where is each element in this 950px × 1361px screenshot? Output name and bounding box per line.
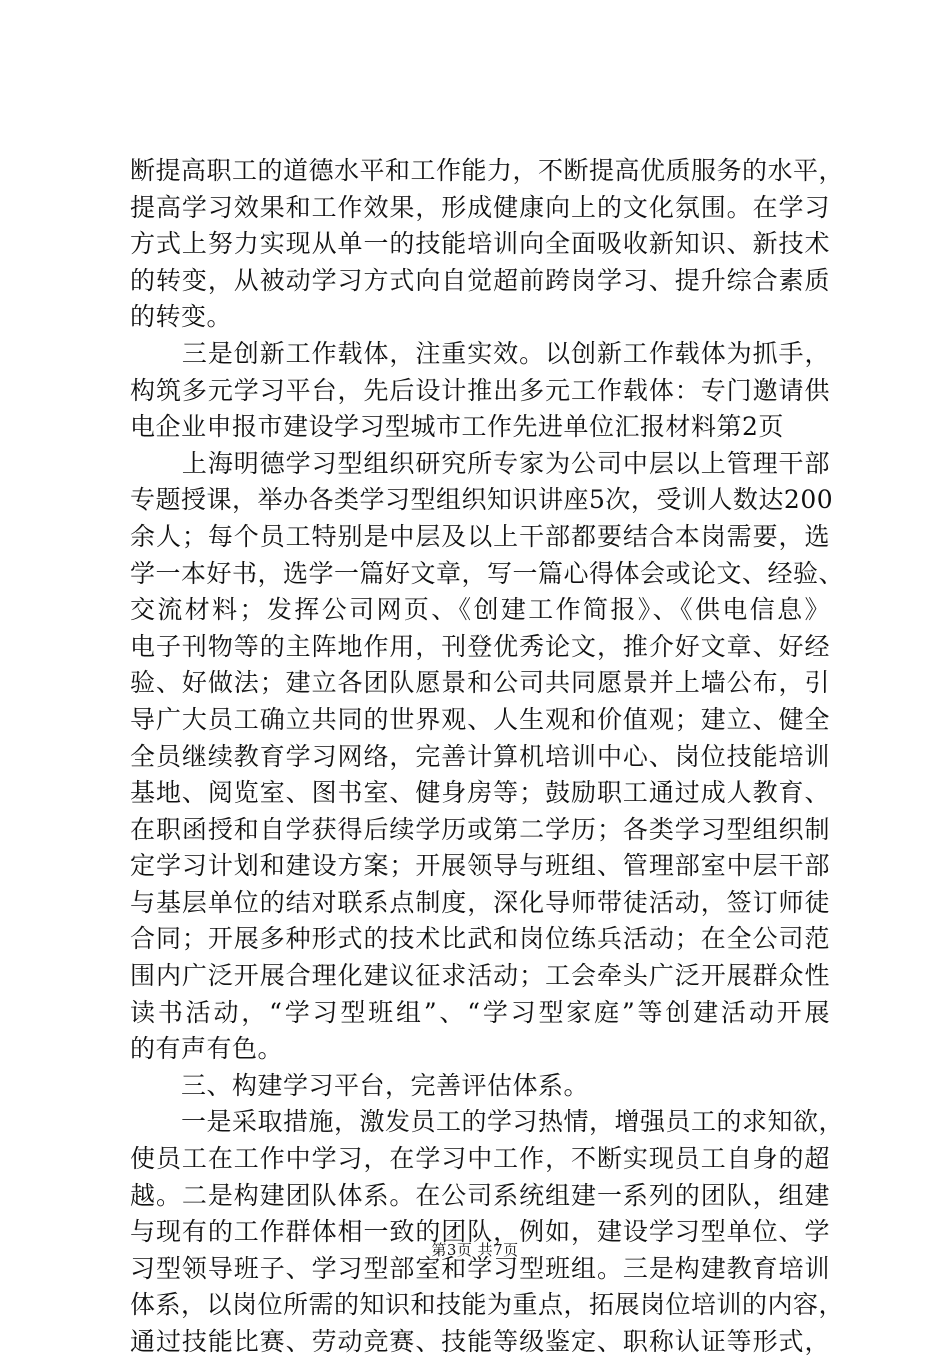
document-body <box>130 153 845 1361</box>
text-line: 方式上努力实现从单一的技能培训向全面吸收新知识、新技术 <box>130 229 830 259</box>
text-line: 的转变。 <box>130 302 233 332</box>
text-line: 专题授课，举办各类学习型组织知识讲座5次，受训人数达200 <box>130 485 834 515</box>
text-line: 导广大员工确立共同的世界观、人生观和价值观；建立、健全 <box>130 704 830 734</box>
text-line: 全员继续教育学习网络，完善计算机培训中心、岗位技能培训 <box>130 741 830 771</box>
text-line: 使员工在工作中学习，在学习中工作，不断实现员工自身的超 <box>130 1144 830 1174</box>
text-line: 定学习计划和建设方案；开展领导与班组、管理部室中层干部 <box>130 851 830 881</box>
text-line: 的转变，从被动学习方式向自觉超前跨岗学习、提升综合素质 <box>130 265 830 295</box>
text-line: 体系，以岗位所需的知识和技能为重点，拓展岗位培训的内容， <box>130 1290 845 1320</box>
text-line: 读书活动，“学习型班组”、“学习型家庭”等创建活动开展 <box>130 997 830 1027</box>
text-line: 三、构建学习平台，完善评估体系。 <box>130 1070 590 1100</box>
text-line: 在职函授和自学获得后续学历或第二学历；各类学习型组织制 <box>130 814 830 844</box>
text-line: 交流材料；发挥公司网页、《创建工作简报》、《供电信息》 <box>130 595 830 625</box>
text-line: 的有声有色。 <box>130 1034 284 1064</box>
text-line: 构筑多元学习平台，先后设计推出多元工作载体：专门邀请供 <box>130 375 830 405</box>
text-line: 断提高职工的道德水平和工作能力，不断提高优质服务的水平， <box>130 156 845 185</box>
text-line: 合同；开展多种形式的技术比武和岗位练兵活动；在全公司范 <box>130 924 830 954</box>
page-footer: 第3页 共7页 <box>431 1241 519 1259</box>
text-line: 习型领导班子、学习型部室和学习型班组。三是构建教育培训 <box>130 1253 830 1283</box>
text-line: 与现有的工作群体相一致的团队，例如，建设学习型单位、学 <box>130 1217 830 1247</box>
text-line: 三是创新工作载体，注重实效。以创新工作载体为抓手， <box>130 338 830 368</box>
text-line: 与基层单位的结对联系点制度，深化导师带徒活动，签订师徒 <box>130 887 830 917</box>
text-line: 通过技能比赛、劳动竞赛、技能等级鉴定、职称认证等形式， <box>130 1327 830 1356</box>
text-line: 围内广泛开展合理化建议征求活动；工会牵头广泛开展群众性 <box>130 961 830 991</box>
text-line: 一是采取措施，激发员工的学习热情，增强员工的求知欲， <box>130 1107 845 1137</box>
text-line: 余人；每个员工特别是中层及以上干部都要结合本岗需要，选 <box>130 521 830 551</box>
text-line: 上海明德学习型组织研究所专家为公司中层以上管理干部 <box>130 448 830 478</box>
text-line: 电子刊物等的主阵地作用，刊登优秀论文，推介好文章、好经 <box>130 631 830 661</box>
text-line: 电企业申报市建设学习型城市工作先进单位汇报材料第2页 <box>130 412 784 442</box>
text-line: 提高学习效果和工作效果，形成健康向上的文化氛围。在学习 <box>130 192 830 222</box>
text-line: 学一本好书，选学一篇好文章，写一篇心得体会或论文、经验、 <box>130 558 845 588</box>
text-line: 验、好做法；建立各团队愿景和公司共同愿景并上墙公布，引 <box>130 668 830 698</box>
text-line: 基地、阅览室、图书室、健身房等；鼓励职工通过成人教育、 <box>130 778 830 808</box>
text-line: 越。二是构建团队体系。在公司系统组建一系列的团队，组建 <box>130 1180 830 1210</box>
